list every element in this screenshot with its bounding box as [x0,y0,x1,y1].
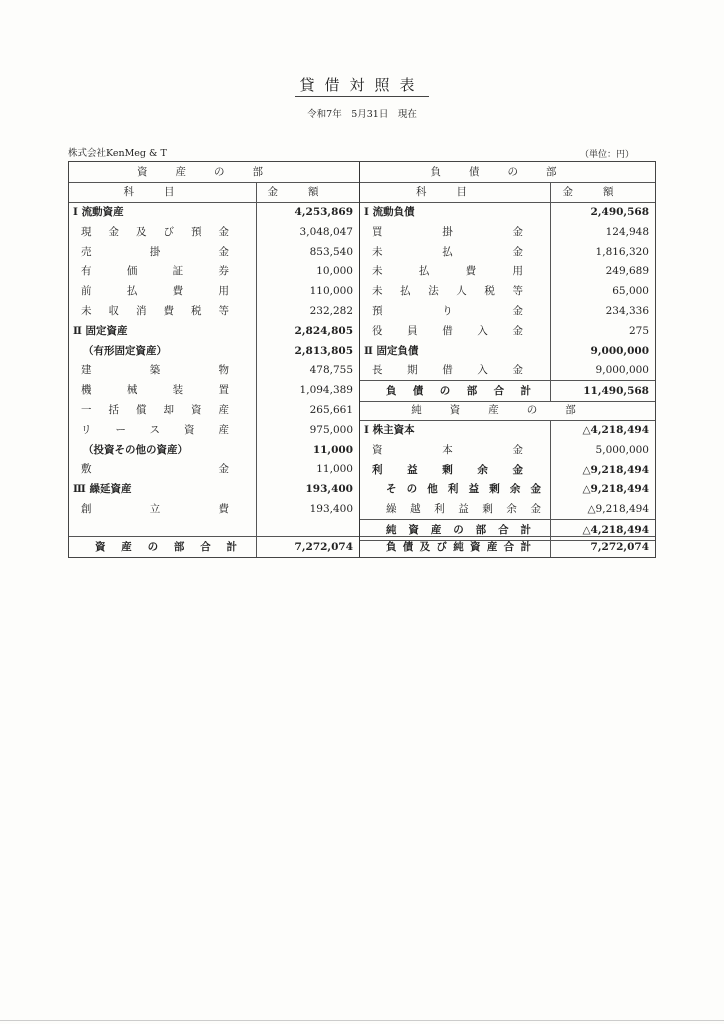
assets-section-header: 資産の部 [137,166,291,178]
document-title: 貸借対照表 [299,76,425,94]
account-amount: 234,336 [550,301,655,321]
account-amount: 11,490,568 [550,381,655,401]
net-assets-section-header-row [360,400,655,421]
account-amount: 10,000 [256,261,359,281]
account-name: 預り金 [372,305,523,317]
asset-row [69,360,359,380]
asset-row [69,341,359,361]
account-name: 未払費用 [372,265,523,277]
account-amount: 2,824,805 [256,321,359,341]
asset-row [69,321,359,341]
account-amount: 2,813,805 [256,341,359,361]
account-amount: 193,400 [256,479,359,499]
liability-row [360,281,655,301]
account-name: 機械装置 [81,384,229,396]
net-asset-row [360,479,655,499]
account-amount: 9,000,000 [550,360,655,380]
liability-row [360,321,655,341]
account-name: 純資産の部合計 [386,524,531,536]
account-name: Ⅰ 流動資産 [73,206,124,218]
account-amount: 265,661 [256,400,359,420]
asset-row [69,420,359,440]
liabilities-section-header: 負債の部 [430,166,585,178]
grand-total-row [360,536,655,557]
asset-row [69,400,359,420]
assets-column-header-row [69,182,359,203]
account-name: Ⅲ 繰延資産 [73,483,132,495]
subject-header: 科目 [416,186,497,198]
amount-header: 金額 [550,182,655,202]
page-edge-line [0,1020,724,1021]
account-name: 有価証券 [81,265,229,277]
liabilities-column [360,162,655,557]
liability-row [360,261,655,281]
liability-row [360,301,655,321]
account-amount: 1,094,389 [256,380,359,400]
account-amount: 275 [550,321,655,341]
account-name: 利益剰余金 [372,464,523,476]
account-name: 役員借入金 [372,325,523,337]
account-name: 買掛金 [372,226,523,238]
account-name: 一括償却資産 [81,404,229,416]
account-name: 負債の部合計 [386,385,531,397]
account-name: 現金及び預金 [81,226,229,238]
account-name: 資本金 [372,444,523,456]
account-name: Ⅱ 固定負債 [364,345,419,357]
account-name: 長期借入金 [372,364,523,376]
account-name: その他利益剰余金 [386,483,541,495]
account-amount: 9,000,000 [550,341,655,361]
amount-header: 金額 [256,182,359,202]
liability-row [360,242,655,262]
liability-row [360,202,655,222]
account-name: 未払法人税等 [372,285,523,297]
asset-row [69,380,359,400]
account-name: 未払金 [372,246,523,258]
account-amount: △4,218,494 [550,520,655,540]
net-asset-row [360,440,655,460]
net-asset-row [360,499,655,519]
asset-row [69,242,359,262]
account-name: 繰越利益剰余金 [386,503,541,515]
asset-row [69,261,359,281]
account-amount: 249,689 [550,261,655,281]
account-amount: 193,400 [256,499,359,519]
account-amount: 4,253,869 [256,202,359,222]
asset-row [69,440,359,460]
asset-row [69,222,359,242]
account-amount: 11,000 [256,440,359,460]
account-name: 未収消費税等 [81,305,229,317]
account-amount: 478,755 [256,360,359,380]
account-amount: 110,000 [256,281,359,301]
unit-label: （単位：円） [580,150,635,160]
company-name: 株式会社KenMeg & T [68,148,167,159]
balance-sheet-table [68,161,656,558]
liability-row [360,222,655,242]
account-amount: 5,000,000 [550,440,655,460]
account-amount: 1,816,320 [550,242,655,262]
asset-row [69,301,359,321]
asset-row [69,499,359,519]
account-name: 建築物 [81,364,229,376]
account-amount: 124,948 [550,222,655,242]
account-name: （投資その他の資産） [83,444,188,456]
asset-row [69,459,359,479]
account-amount: 232,282 [256,301,359,321]
net-asset-row [360,460,655,480]
assets-total-row [69,536,359,557]
account-name: （有形固定資産） [83,345,167,357]
account-name: Ⅰ 株主資本 [364,424,415,436]
account-amount: 3,048,047 [256,222,359,242]
account-amount: △4,218,494 [550,420,655,440]
account-name: 負債及び純資産合計 [386,541,531,553]
account-amount: 7,272,074 [256,537,359,557]
document-date: 令和7年 5月31日 現在 [307,109,417,120]
net-assets-section-header: 純資産の部 [411,404,604,416]
net-asset-row [360,420,655,440]
account-amount: 853,540 [256,242,359,262]
account-name: 創立費 [81,503,229,515]
assets-section-header-row [69,162,359,183]
account-amount: 11,000 [256,459,359,479]
liability-row [360,360,655,380]
account-name: 売掛金 [81,246,229,258]
account-amount: 975,000 [256,420,359,440]
liabilities-total-row [360,380,655,402]
liability-row [360,341,655,361]
account-amount: △9,218,494 [550,460,655,480]
asset-row [69,281,359,301]
account-amount: △9,218,494 [550,479,655,499]
account-amount: 2,490,568 [550,202,655,222]
asset-row [69,479,359,499]
asset-row [69,202,359,222]
account-name: 前払費用 [81,285,229,297]
assets-column [69,162,360,557]
liabilities-column-header-row [360,182,655,203]
account-amount: 65,000 [550,281,655,301]
account-name: 資産の部合計 [95,541,237,553]
account-name: Ⅱ 固定資産 [73,325,128,337]
subject-header: 科目 [123,186,205,198]
account-name: リース資産 [81,424,229,436]
liabilities-section-header-row [360,162,655,183]
title-underline [295,96,429,97]
account-name: Ⅰ 流動負債 [364,206,415,218]
account-name: 敷金 [81,463,229,475]
account-amount: △9,218,494 [550,499,655,519]
account-amount: 7,272,074 [550,537,655,557]
